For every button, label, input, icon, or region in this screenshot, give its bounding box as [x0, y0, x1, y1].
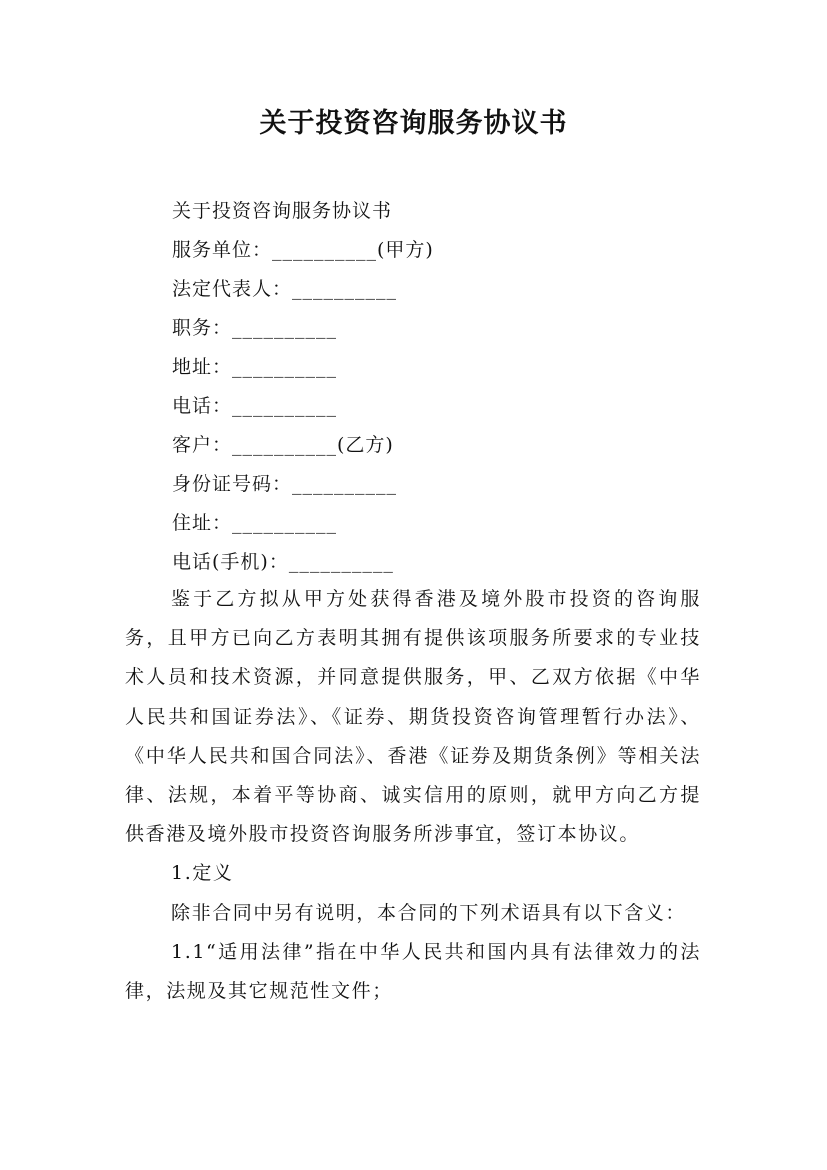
service-unit-field: 服务单位：__________(甲方): [172, 239, 434, 261]
subtitle-line: 关于投资咨询服务协议书: [172, 200, 393, 222]
definitions-intro-paragraph: 除非合同中另有说明，本合同的下列术语具有以下含义：: [171, 901, 687, 924]
agreement-body: [125, 580, 701, 1011]
legal-representative-field: 法定代表人：__________: [172, 278, 398, 300]
client-field: 客户：__________(乙方): [172, 434, 394, 456]
document-title: 关于投资咨询服务协议书: [259, 108, 568, 139]
definition-applicable-law: 1.1“适用法律”指在中华人民共和国内具有法律效力的法律，法规及其它规范性文件；: [125, 940, 701, 1003]
party-info-block: [172, 192, 732, 582]
id-number-field: 身份证号码：__________: [172, 473, 398, 495]
mobile-phone-field: 电话(手机)：__________: [172, 551, 394, 573]
residence-field: 住址：__________: [172, 512, 338, 534]
preamble-paragraph: 鉴于乙方拟从甲方处获得香港及境外股市投资的咨询服务，且甲方已向乙方表明其拥有提供该项服务所要求的专业技术人员和技术资源，并同意提供服务，甲、乙双方依据《中华人民共和国证券法》、《证券、期货投资咨询管理暂行办法》、《中华人民共和国合同法》、香港《证券及期货条例》等相关法律、法规，本着平等协商、诚实信用的原则，就甲方向乙方提供香港及境外股市投资咨询服务所涉事宜，签订本协议。: [125, 588, 701, 846]
position-field: 职务：__________: [172, 317, 338, 339]
phone-field: 电话：__________: [172, 395, 338, 417]
section-heading-definitions: 1.定义: [171, 862, 234, 885]
address-field: 地址：__________: [172, 356, 338, 378]
